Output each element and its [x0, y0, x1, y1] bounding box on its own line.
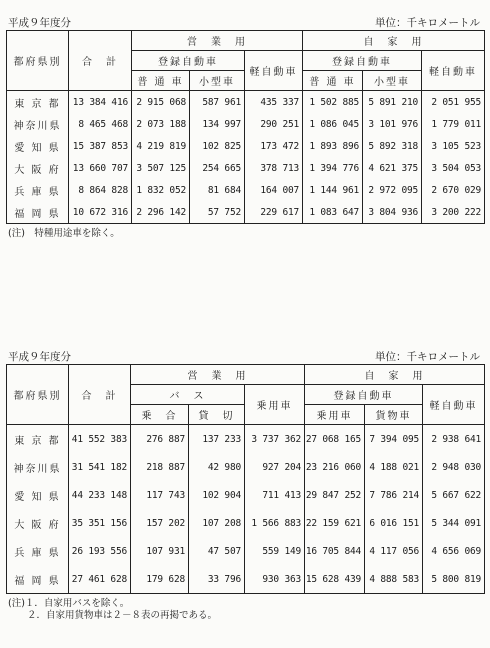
- cell-bus-charter: 47 507: [189, 537, 245, 565]
- cell-total: 27 461 628: [69, 565, 131, 594]
- cell-total: 35 351 156: [69, 509, 131, 537]
- cell-bus-shared: 218 887: [131, 453, 189, 481]
- table1: [6, 30, 485, 224]
- cell-private-light: 2 948 030: [423, 453, 485, 481]
- table-row: [7, 565, 485, 594]
- table2-note-1: (注)１．自家用バスを除く。: [8, 598, 130, 609]
- table-row: [7, 425, 485, 454]
- row-pref: 神奈川県: [7, 453, 69, 481]
- table-row: [7, 91, 485, 114]
- table2-note-2: ２．自家用貨物車は２－８表の再掲である。: [8, 610, 218, 621]
- col-header-bus: バ ス: [131, 385, 245, 405]
- cell-bus-shared: 276 887: [131, 425, 189, 454]
- cell-business-ordinary: 1 832 052: [132, 179, 190, 201]
- cell-private-ordinary: 1 893 896: [303, 135, 363, 157]
- cell-private-passenger: 23 216 060: [305, 453, 365, 481]
- cell-private-light: 2 670 029: [422, 179, 485, 201]
- table2-block: [6, 348, 484, 622]
- table-row: [7, 537, 485, 565]
- table-row: [7, 113, 485, 135]
- cell-business-ordinary: 4 219 819: [132, 135, 190, 157]
- col-header-private-light: 軽自動車: [422, 51, 485, 91]
- cell-business-passenger: 711 413: [245, 481, 305, 509]
- cell-business-passenger: 1 566 883: [245, 509, 305, 537]
- table1-header-line: [6, 14, 484, 30]
- col-header-business-light: 軽自動車: [245, 51, 303, 91]
- cell-business-ordinary: 2 915 068: [132, 91, 190, 114]
- col-header-private-registered: 登録自動車: [303, 51, 422, 71]
- cell-private-light: 3 105 523: [422, 135, 485, 157]
- cell-private-light: 5 800 819: [423, 565, 485, 594]
- cell-private-passenger: 29 847 252: [305, 481, 365, 509]
- cell-private-freight: 4 188 021: [365, 453, 423, 481]
- col-header-total: 合 計: [69, 31, 132, 91]
- cell-bus-shared: 107 931: [131, 537, 189, 565]
- cell-total: 26 193 556: [69, 537, 131, 565]
- cell-private-small: 3 804 936: [363, 201, 422, 224]
- col-header-total: 合 計: [69, 365, 131, 425]
- cell-business-small: 254 665: [190, 157, 245, 179]
- cell-business-light: 173 472: [245, 135, 303, 157]
- table1-block: [6, 14, 484, 240]
- cell-business-light: 435 337: [245, 91, 303, 114]
- col-header-business-ordinary: 普 通 車: [132, 71, 190, 91]
- cell-private-small: 5 892 318: [363, 135, 422, 157]
- cell-bus-shared: 179 628: [131, 565, 189, 594]
- table2: [6, 364, 485, 594]
- cell-bus-charter: 107 208: [189, 509, 245, 537]
- cell-total: 10 672 316: [69, 201, 132, 224]
- cell-business-ordinary: 3 507 125: [132, 157, 190, 179]
- cell-business-small: 57 752: [190, 201, 245, 224]
- cell-total: 44 233 148: [69, 481, 131, 509]
- cell-total: 31 541 182: [69, 453, 131, 481]
- table-row: [7, 509, 485, 537]
- cell-business-passenger: 927 204: [245, 453, 305, 481]
- table-row: [7, 201, 485, 224]
- table-row: [7, 135, 485, 157]
- col-header-private-ordinary: 普 通 車: [303, 71, 363, 91]
- cell-private-small: 5 891 210: [363, 91, 422, 114]
- col-header-bus-charter: 貸 切: [189, 405, 245, 425]
- table-row: [7, 453, 485, 481]
- row-pref: 大 阪 府: [7, 509, 69, 537]
- cell-private-ordinary: 1 083 647: [303, 201, 363, 224]
- cell-private-ordinary: 1 144 961: [303, 179, 363, 201]
- cell-bus-charter: 42 980: [189, 453, 245, 481]
- row-pref: 神奈川県: [7, 113, 69, 135]
- row-pref: 東 京 都: [7, 91, 69, 114]
- cell-business-passenger: 559 149: [245, 537, 305, 565]
- table1-note: (注) 特種用途車を除く。: [8, 228, 120, 239]
- cell-private-freight: 4 888 583: [365, 565, 423, 594]
- table2-header-line: [6, 348, 484, 364]
- cell-private-passenger: 22 159 621: [305, 509, 365, 537]
- col-header-business-small: 小型車: [190, 71, 245, 91]
- cell-bus-charter: 137 233: [189, 425, 245, 454]
- cell-private-small: 2 972 095: [363, 179, 422, 201]
- cell-bus-shared: 157 202: [131, 509, 189, 537]
- cell-private-light: 2 051 955: [422, 91, 485, 114]
- col-header-private: 自 家 用: [303, 31, 485, 51]
- table1-period: 平成９年度分: [8, 17, 71, 29]
- row-pref: 兵 庫 県: [7, 179, 69, 201]
- cell-business-small: 81 684: [190, 179, 245, 201]
- table2-period: 平成９年度分: [8, 351, 71, 363]
- cell-private-light: 1 779 011: [422, 113, 485, 135]
- row-pref: 福 岡 県: [7, 201, 69, 224]
- row-pref: 兵 庫 県: [7, 537, 69, 565]
- cell-private-light: 5 667 622: [423, 481, 485, 509]
- cell-private-ordinary: 1 502 885: [303, 91, 363, 114]
- table-row: [7, 157, 485, 179]
- col-header-business-passenger: 乗用車: [245, 385, 305, 425]
- row-pref: 愛 知 県: [7, 135, 69, 157]
- cell-private-ordinary: 1 086 045: [303, 113, 363, 135]
- cell-total: 8 465 468: [69, 113, 132, 135]
- cell-private-passenger: 27 068 165: [305, 425, 365, 454]
- cell-private-small: 3 101 976: [363, 113, 422, 135]
- cell-bus-charter: 102 904: [189, 481, 245, 509]
- col-header-private-light: 軽自動車: [423, 385, 485, 425]
- cell-private-freight: 7 786 214: [365, 481, 423, 509]
- cell-business-light: 378 713: [245, 157, 303, 179]
- cell-business-passenger: 930 363: [245, 565, 305, 594]
- cell-private-freight: 4 117 056: [365, 537, 423, 565]
- row-pref: 大 阪 府: [7, 157, 69, 179]
- cell-business-small: 102 825: [190, 135, 245, 157]
- table1-unit: 単位：千キロメートル: [375, 17, 480, 29]
- col-header-business: 営 業 用: [132, 31, 303, 51]
- cell-private-ordinary: 1 394 776: [303, 157, 363, 179]
- col-header-business-registered: 登録自動車: [132, 51, 245, 71]
- col-header-private-small: 小型車: [363, 71, 422, 91]
- cell-private-light: 2 938 641: [423, 425, 485, 454]
- col-header-private: 自 家 用: [305, 365, 485, 385]
- cell-private-light: 3 200 222: [422, 201, 485, 224]
- cell-total: 15 387 853: [69, 135, 132, 157]
- cell-private-passenger: 16 705 844: [305, 537, 365, 565]
- row-pref: 東 京 都: [7, 425, 69, 454]
- cell-private-light: 5 344 091: [423, 509, 485, 537]
- col-header-business: 営 業 用: [131, 365, 305, 385]
- cell-business-light: 229 617: [245, 201, 303, 224]
- col-header-pref: 都府県別: [7, 365, 69, 425]
- col-header-bus-shared: 乗 合: [131, 405, 189, 425]
- cell-business-light: 164 007: [245, 179, 303, 201]
- cell-business-small: 587 961: [190, 91, 245, 114]
- cell-business-passenger: 3 737 362: [245, 425, 305, 454]
- col-header-private-registered: 登録自動車: [305, 385, 423, 405]
- cell-total: 13 660 707: [69, 157, 132, 179]
- col-header-pref: 都府県別: [7, 31, 69, 91]
- cell-private-light: 3 504 053: [422, 157, 485, 179]
- cell-private-light: 4 656 069: [423, 537, 485, 565]
- col-header-private-passenger: 乗用車: [305, 405, 365, 425]
- cell-total: 41 552 383: [69, 425, 131, 454]
- table-row: [7, 179, 485, 201]
- table2-unit: 単位：千キロメートル: [375, 351, 480, 363]
- cell-business-light: 290 251: [245, 113, 303, 135]
- cell-business-ordinary: 2 296 142: [132, 201, 190, 224]
- cell-bus-shared: 117 743: [131, 481, 189, 509]
- cell-bus-charter: 33 796: [189, 565, 245, 594]
- cell-private-freight: 7 394 095: [365, 425, 423, 454]
- cell-total: 8 864 828: [69, 179, 132, 201]
- cell-business-small: 134 997: [190, 113, 245, 135]
- cell-private-small: 4 621 375: [363, 157, 422, 179]
- cell-private-passenger: 15 628 439: [305, 565, 365, 594]
- cell-business-ordinary: 2 073 188: [132, 113, 190, 135]
- cell-private-freight: 6 016 151: [365, 509, 423, 537]
- row-pref: 愛 知 県: [7, 481, 69, 509]
- cell-total: 13 384 416: [69, 91, 132, 114]
- row-pref: 福 岡 県: [7, 565, 69, 594]
- table-row: [7, 481, 485, 509]
- col-header-private-freight: 貨物車: [365, 405, 423, 425]
